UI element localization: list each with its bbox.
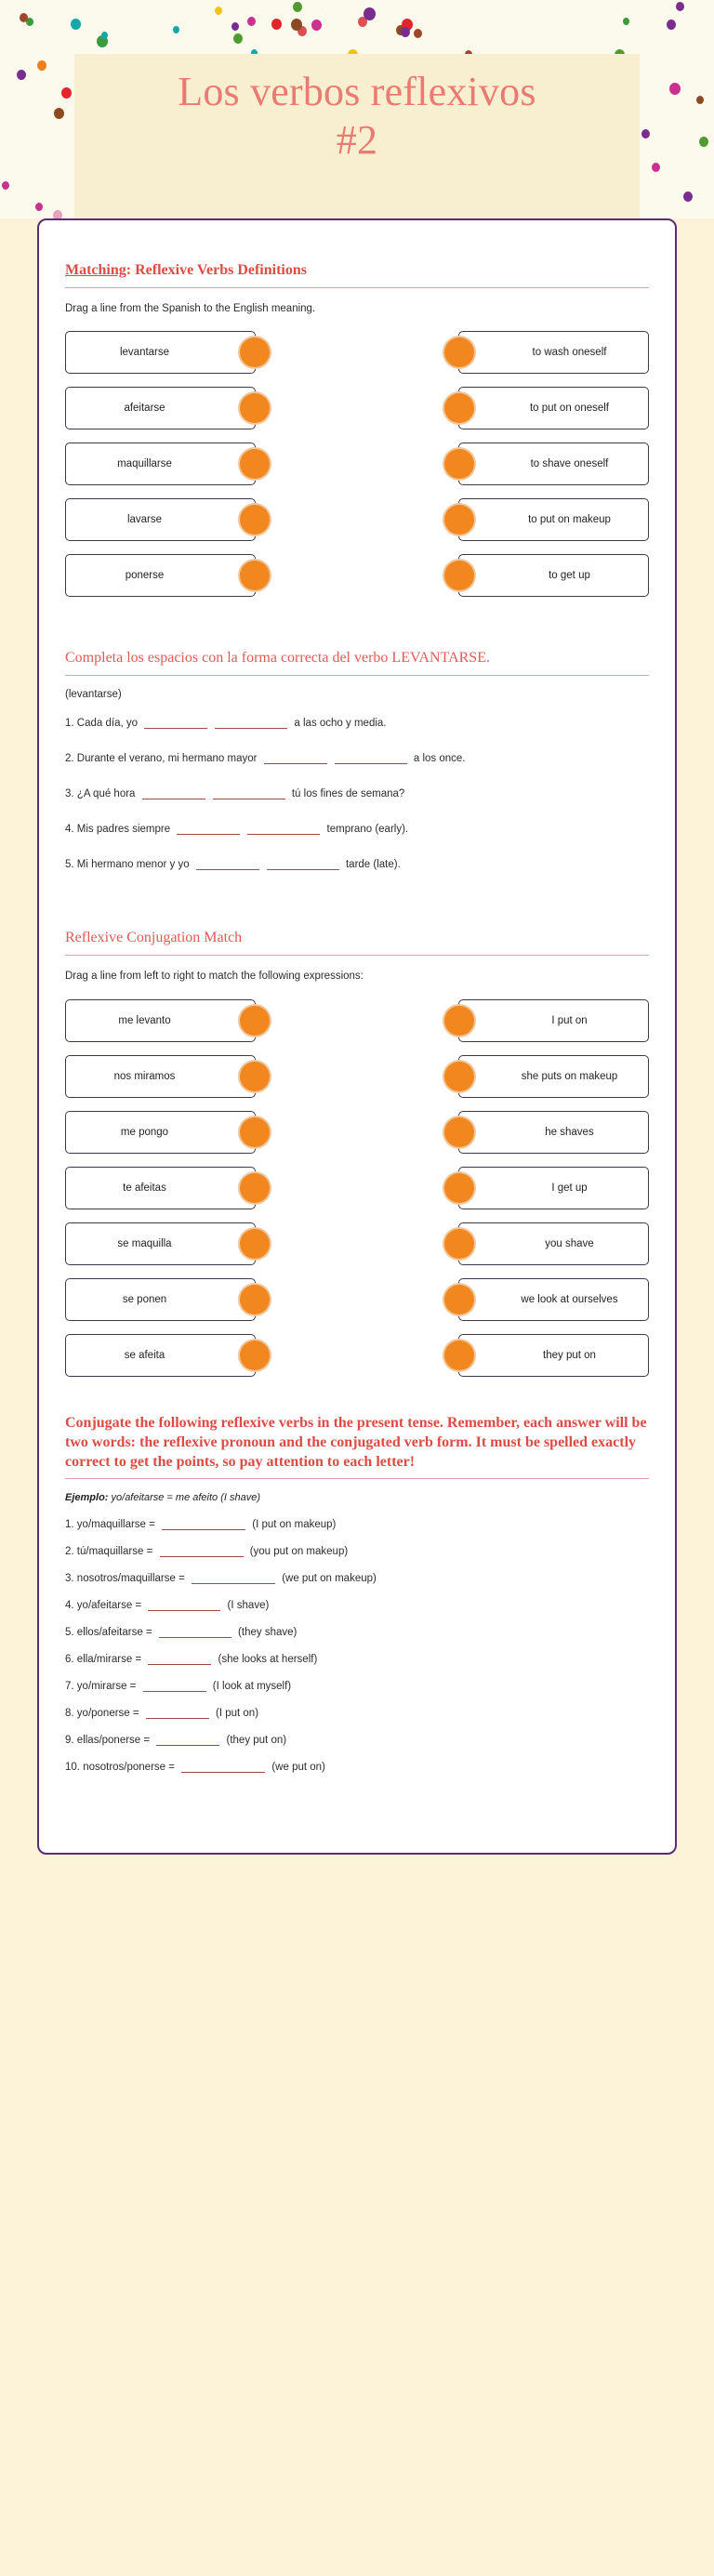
match-option-left[interactable] xyxy=(65,554,256,597)
section3-title: Reflexive Conjugation Match xyxy=(65,930,243,946)
section1-match-rows xyxy=(65,331,649,597)
conjugation-prompt: yo/mirarse = xyxy=(76,1681,139,1693)
confetti-dot xyxy=(37,60,46,71)
match-option-right-label: we look at ourselves xyxy=(521,1293,618,1305)
conjugation-prompt: yo/ponerse = xyxy=(76,1708,142,1720)
match-option-right-label: to get up xyxy=(549,570,590,582)
spacer-2 xyxy=(65,890,649,929)
match-connector-dot[interactable] xyxy=(240,337,270,367)
item-text-before: Cada día, yo xyxy=(76,718,141,730)
conjugation-answer-input[interactable] xyxy=(162,1518,245,1530)
match-option-right-label: I get up xyxy=(551,1182,588,1194)
item-number: 5. xyxy=(65,858,77,870)
match-option-left[interactable] xyxy=(65,1334,256,1377)
section4-example xyxy=(65,1492,649,1503)
match-option-right[interactable] xyxy=(458,331,649,374)
match-connector-dot[interactable] xyxy=(240,393,270,423)
section-completa-espacios xyxy=(65,649,649,875)
match-option-left[interactable] xyxy=(65,1055,256,1098)
match-option-left-label: ponerse xyxy=(125,570,165,582)
confetti-dot xyxy=(669,83,681,95)
match-option-left[interactable] xyxy=(65,387,256,429)
item-text-before: Mi hermano menor y yo xyxy=(76,858,192,870)
match-option-right-label: you shave xyxy=(545,1237,594,1249)
match-row xyxy=(65,1222,649,1265)
conjugation-answer-input[interactable] xyxy=(181,1761,265,1773)
match-connector-dot[interactable] xyxy=(240,1341,270,1370)
conjugation-answer-input[interactable] xyxy=(159,1626,231,1638)
match-option-left-label: afeitarse xyxy=(124,403,165,415)
conjugation-prompt: tú/maquillarse = xyxy=(76,1546,156,1558)
match-option-left-label: nos miramos xyxy=(113,1070,176,1082)
item-number: 3. xyxy=(65,787,77,799)
fill-in-blank-item xyxy=(65,714,649,734)
match-option-left-label: se maquilla xyxy=(117,1237,172,1249)
match-connector-dot[interactable] xyxy=(240,1285,270,1314)
match-connector-dot[interactable] xyxy=(444,1341,474,1370)
match-option-left-label: me levanto xyxy=(118,1014,171,1026)
match-connector-dot[interactable] xyxy=(444,561,474,590)
item-number: 2. xyxy=(65,753,77,765)
match-option-left[interactable] xyxy=(65,1222,256,1265)
match-option-left[interactable] xyxy=(65,1167,256,1209)
match-option-left[interactable] xyxy=(65,999,256,1042)
header-banner xyxy=(0,0,714,218)
confetti-dot xyxy=(173,26,179,33)
conjugation-hint: (you put on makeup) xyxy=(246,1546,349,1558)
fill-in-blank-item xyxy=(65,749,649,770)
page-title-line1: Los verbos reflexivos xyxy=(178,69,536,114)
item-number: 4. xyxy=(65,823,77,835)
confetti-dot xyxy=(20,13,28,22)
confetti-dot xyxy=(311,20,322,31)
confetti-dot xyxy=(652,163,660,172)
conjugation-item xyxy=(65,1707,649,1719)
conjugation-hint: (I put on makeup) xyxy=(249,1519,337,1531)
confetti-dot xyxy=(699,137,708,147)
match-option-right[interactable] xyxy=(458,1222,649,1265)
conjugation-item xyxy=(65,1680,649,1692)
confetti-dot xyxy=(71,19,81,30)
match-option-left-label: me pongo xyxy=(120,1126,169,1138)
confetti-dot xyxy=(623,18,629,25)
match-option-left[interactable] xyxy=(65,498,256,541)
conjugation-prompt: ellos/afeitarse = xyxy=(76,1627,155,1639)
match-connector-dot[interactable] xyxy=(444,1285,474,1314)
conjugation-item xyxy=(65,1626,649,1638)
blank-pronoun-input[interactable] xyxy=(142,787,205,799)
match-option-right[interactable] xyxy=(458,443,649,485)
confetti-dot xyxy=(35,203,43,211)
conjugation-hint: (I look at myself) xyxy=(209,1681,292,1693)
item-number: 10. xyxy=(65,1762,84,1774)
match-option-left[interactable] xyxy=(65,1278,256,1321)
blank-pronoun-input[interactable] xyxy=(144,717,207,729)
conjugation-hint: (I put on) xyxy=(212,1708,259,1720)
section4-items xyxy=(65,1518,649,1773)
match-option-left[interactable] xyxy=(65,1111,256,1154)
match-option-right[interactable] xyxy=(458,1334,649,1377)
conjugation-hint: (we put on makeup) xyxy=(279,1573,377,1585)
conjugation-prompt: yo/maquillarse = xyxy=(76,1519,159,1531)
confetti-dot xyxy=(291,19,302,31)
match-option-left-label: maquillarse xyxy=(117,458,172,470)
item-text-after: temprano (early). xyxy=(324,823,409,835)
conjugation-item xyxy=(65,1653,649,1665)
item-number: 8. xyxy=(65,1708,77,1720)
match-option-right-label: he shaves xyxy=(545,1126,594,1138)
item-text-after: tarde (late). xyxy=(342,858,401,870)
conjugation-item xyxy=(65,1545,649,1557)
confetti-dot xyxy=(54,108,64,119)
match-connector-dot[interactable] xyxy=(444,449,474,479)
match-option-left-label: levantarse xyxy=(119,347,170,359)
conjugation-hint: (she looks at herself) xyxy=(215,1654,318,1666)
title-plate xyxy=(74,54,640,218)
match-connector-dot[interactable] xyxy=(240,1173,270,1203)
item-number: 1. xyxy=(65,1519,77,1531)
match-option-right-label: they put on xyxy=(543,1349,596,1361)
match-option-left-label: lavarse xyxy=(126,514,163,526)
conjugation-answer-input[interactable] xyxy=(146,1707,209,1719)
conjugation-item xyxy=(65,1734,649,1746)
confetti-dot xyxy=(61,87,72,99)
item-number: 2. xyxy=(65,1546,77,1558)
fill-in-blank-item xyxy=(65,785,649,805)
match-row xyxy=(65,1334,649,1377)
match-option-right[interactable] xyxy=(458,387,649,429)
confetti-dot xyxy=(414,29,422,38)
match-row xyxy=(65,1055,649,1098)
item-text-before: Durante el verano, mi hermano mayor xyxy=(76,753,260,765)
blank-verb-input[interactable] xyxy=(247,823,320,835)
conjugation-hint: (I shave) xyxy=(224,1600,270,1612)
conjugation-answer-input[interactable] xyxy=(156,1734,219,1746)
blank-verb-input[interactable] xyxy=(335,752,407,764)
confetti-dot xyxy=(215,7,222,15)
match-connector-dot[interactable] xyxy=(240,1062,270,1091)
item-text-after: a las ocho y media. xyxy=(291,718,387,730)
match-connector-dot[interactable] xyxy=(444,337,474,367)
match-option-right-label: to put on makeup xyxy=(528,514,611,526)
section4-title: Conjugate the following reflexive verbs in the present tense. Remember, each answer will be two words: the reflexive pronoun and the conjugated verb form. It must be spelled exactly correct to get the points, so pay attention to each letter! xyxy=(65,1414,647,1470)
section4-example-label: Ejemplo: xyxy=(65,1492,109,1504)
match-connector-dot[interactable] xyxy=(444,1229,474,1259)
conjugation-item xyxy=(65,1572,649,1584)
item-number: 3. xyxy=(65,1573,77,1585)
match-option-left-label: te afeitas xyxy=(123,1182,166,1194)
section1-title xyxy=(65,261,649,287)
conjugation-prompt: nosotros/ponerse = xyxy=(83,1762,178,1774)
section2-verb-note: (levantarse) xyxy=(65,689,122,701)
confetti-dot xyxy=(696,96,704,104)
conjugation-answer-input[interactable] xyxy=(148,1599,220,1611)
blank-verb-input[interactable] xyxy=(215,717,287,729)
spacer-1 xyxy=(65,610,649,649)
section2-title: Completa los espacios con la forma correcta del verbo LEVANTARSE. xyxy=(65,650,490,667)
match-row xyxy=(65,999,649,1042)
fill-in-blank-item xyxy=(65,855,649,876)
match-connector-dot[interactable] xyxy=(240,505,270,535)
item-text-after: tú los fines de semana? xyxy=(288,787,405,799)
match-option-right[interactable] xyxy=(458,1167,649,1209)
worksheet-card xyxy=(37,218,677,1855)
section3-match-rows xyxy=(65,999,649,1377)
match-row xyxy=(65,387,649,429)
match-connector-dot[interactable] xyxy=(240,449,270,479)
section4-divider xyxy=(65,1478,649,1479)
item-number: 1. xyxy=(65,718,77,730)
conjugation-prompt: yo/afeitarse = xyxy=(76,1600,145,1612)
match-connector-dot[interactable] xyxy=(240,561,270,590)
match-connector-dot[interactable] xyxy=(444,393,474,423)
match-connector-dot[interactable] xyxy=(444,1117,474,1147)
conjugation-item xyxy=(65,1761,649,1773)
match-connector-dot[interactable] xyxy=(444,1173,474,1203)
blank-verb-input[interactable] xyxy=(267,858,339,870)
confetti-dot xyxy=(271,19,282,30)
match-option-right-label: to wash oneself xyxy=(532,347,607,359)
item-text-after: a los once. xyxy=(410,753,466,765)
confetti-dot xyxy=(293,2,302,12)
match-connector-dot[interactable] xyxy=(240,1229,270,1259)
confetti-dot xyxy=(683,192,693,202)
confetti-dot xyxy=(667,20,676,30)
section-matching-definitions xyxy=(65,261,649,597)
section2-items xyxy=(65,714,649,875)
conjugation-answer-input[interactable] xyxy=(143,1680,206,1692)
confetti-dot xyxy=(247,17,256,26)
page-title xyxy=(74,54,640,165)
conjugation-item xyxy=(65,1599,649,1611)
match-connector-dot[interactable] xyxy=(444,1062,474,1091)
match-option-left[interactable] xyxy=(65,443,256,485)
page-title-line2: #2 xyxy=(336,116,378,163)
section1-title-underlined: Matching xyxy=(65,262,126,278)
item-number: 7. xyxy=(65,1681,77,1693)
section-conjugate-verbs xyxy=(65,1414,649,1773)
match-option-right-label: to shave oneself xyxy=(530,458,609,470)
match-option-left-label: se afeita xyxy=(124,1349,165,1361)
match-option-right[interactable] xyxy=(458,999,649,1042)
match-option-left[interactable] xyxy=(65,331,256,374)
blank-pronoun-input[interactable] xyxy=(264,752,327,764)
match-row xyxy=(65,443,649,485)
match-option-right[interactable] xyxy=(458,1055,649,1098)
section3-divider xyxy=(65,955,649,956)
match-connector-dot[interactable] xyxy=(240,1117,270,1147)
conjugation-item xyxy=(65,1518,649,1530)
confetti-dot xyxy=(401,27,410,37)
section4-example-text: yo/afeitarse = me afeito (I shave) xyxy=(111,1492,261,1504)
item-number: 9. xyxy=(65,1735,77,1747)
item-number: 6. xyxy=(65,1654,77,1666)
fill-in-blank-item xyxy=(65,820,649,840)
section-conjugation-match xyxy=(65,929,649,1376)
match-row xyxy=(65,1278,649,1321)
match-option-right[interactable] xyxy=(458,1278,649,1321)
blank-verb-input[interactable] xyxy=(213,787,285,799)
match-option-right-label: I put on xyxy=(551,1014,588,1026)
confetti-dot xyxy=(2,181,9,190)
match-option-left-label: se ponen xyxy=(122,1293,167,1305)
section1-title-rest: : Reflexive Verbs Definitions xyxy=(126,262,307,278)
item-text-before: Mis padres siempre xyxy=(76,823,174,835)
blank-pronoun-input[interactable] xyxy=(177,823,240,835)
confetti-dot xyxy=(233,33,243,44)
confetti-dot xyxy=(676,2,684,11)
item-text-before: ¿A qué hora xyxy=(76,787,139,799)
conjugation-answer-input[interactable] xyxy=(160,1545,244,1557)
match-row xyxy=(65,331,649,374)
section2-divider xyxy=(65,675,649,676)
conjugation-prompt: ella/mirarse = xyxy=(76,1654,145,1666)
match-option-right[interactable] xyxy=(458,1111,649,1154)
item-number: 4. xyxy=(65,1600,77,1612)
match-option-right-label: she puts on makeup xyxy=(521,1070,618,1082)
match-connector-dot[interactable] xyxy=(240,1006,270,1036)
match-row xyxy=(65,1111,649,1154)
item-number: 5. xyxy=(65,1627,77,1639)
match-connector-dot[interactable] xyxy=(444,505,474,535)
match-row xyxy=(65,1167,649,1209)
match-connector-dot[interactable] xyxy=(444,1006,474,1036)
match-option-right-label: to put on oneself xyxy=(529,403,610,415)
confetti-dot xyxy=(53,210,62,218)
match-option-right[interactable] xyxy=(458,554,649,597)
conjugation-hint: (we put on) xyxy=(269,1762,325,1774)
section1-instruction: Drag a line from the Spanish to the English meaning. xyxy=(65,302,316,314)
match-row xyxy=(65,554,649,597)
confetti-dot xyxy=(231,22,239,31)
conjugation-hint: (they shave) xyxy=(234,1627,298,1639)
blank-pronoun-input[interactable] xyxy=(196,858,259,870)
confetti-dot xyxy=(101,32,108,39)
section3-instruction: Drag a line from left to right to match the following expressions: xyxy=(65,971,364,983)
conjugation-prompt: nosotros/maquillarse = xyxy=(76,1573,189,1585)
match-option-right[interactable] xyxy=(458,498,649,541)
conjugation-answer-input[interactable] xyxy=(192,1572,275,1584)
conjugation-hint: (they put on) xyxy=(223,1735,287,1747)
confetti-dot xyxy=(364,7,376,20)
section1-divider xyxy=(65,287,649,288)
match-row xyxy=(65,498,649,541)
spacer-3 xyxy=(65,1390,649,1414)
conjugation-prompt: ellas/ponerse = xyxy=(76,1735,153,1747)
conjugation-answer-input[interactable] xyxy=(148,1653,211,1665)
confetti-dot xyxy=(641,129,650,139)
confetti-dot xyxy=(17,70,26,80)
